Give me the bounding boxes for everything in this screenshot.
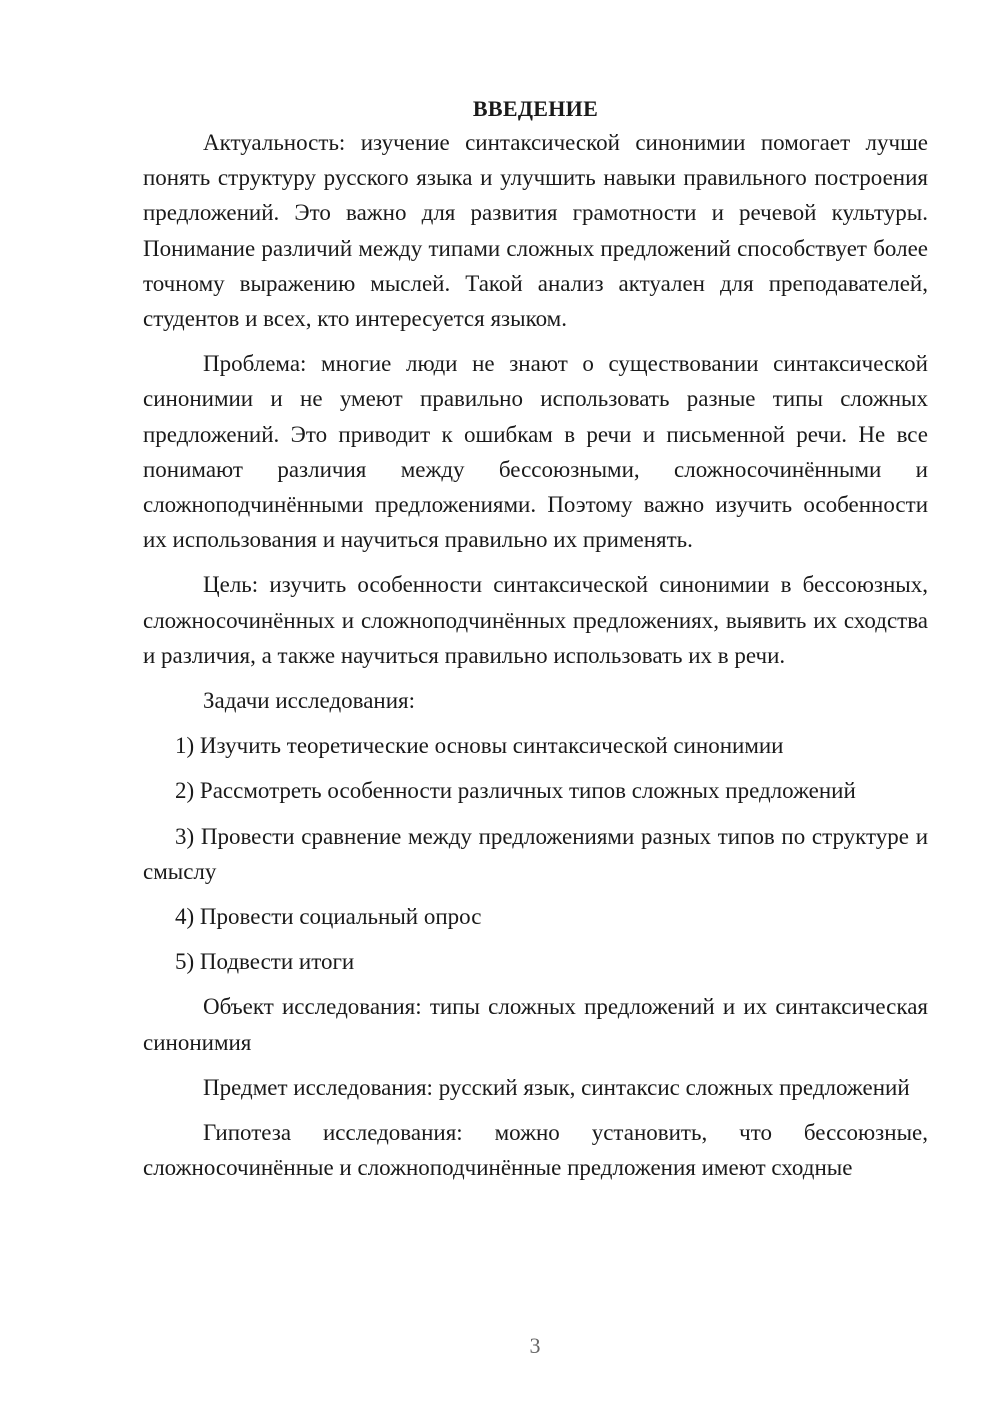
task-item: 1) Изучить теоретические основы синтаксической синонимии [175,733,784,759]
goal-paragraph: Цель: изучить особенности синтаксической синонимии в бессоюзных, сложносочинённых и сложноподчинённых предложениях, выявить их сходства и различия, а также научиться правильно использовать их в речи. [143,572,928,668]
document-page [143,93,928,1185]
hypothesis-paragraph: Гипотеза исследования: можно установить, что бессоюзные, сложносочинённые и сложноподчинённые предложения имеют сходные [143,1120,928,1181]
problem-paragraph: Проблема: многие люди не знают о существовании синтаксической синонимии и не умеют правильно использовать разные типы сложных предложений. Это приводит к ошибкам в речи и письменной речи. Не все понимают различия между бессоюзными, сложносочинёнными и сложноподчинёнными предложениями. Поэтому важно изучить особенности их использования и научиться правильно их применять. [143,351,928,553]
task-item: 5) Подвести итоги [175,949,355,975]
object-paragraph: Объект исследования: типы сложных предложений и их синтаксическая синонимия [143,994,928,1055]
task-item: 3) Провести сравнение между предложениями разных типов по структуре и смыслу [143,823,928,884]
page-number: 3 [529,1333,541,1358]
tasks-heading: Задачи исследования: [203,688,416,714]
section-title: ВВЕДЕНИЕ [472,96,599,121]
subject-paragraph: Предмет исследования: русский язык, синтаксис сложных предложений [203,1074,910,1100]
relevance-paragraph: Актуальность: изучение синтаксической синонимии помогает лучше понять структуру русского языка и улучшить навыки правильного построения предложений. Это важно для развития грамотности и речевой культуры. Понимание различий между типами сложных предложений способствует более точному выражению мыслей. Такой анализ актуален для преподавателей, студентов и всех, кто интересуется языком. [143,130,928,332]
task-item: 2) Рассмотреть особенности различных типов сложных предложений [175,778,856,804]
task-item: 4) Провести социальный опрос [175,904,482,930]
